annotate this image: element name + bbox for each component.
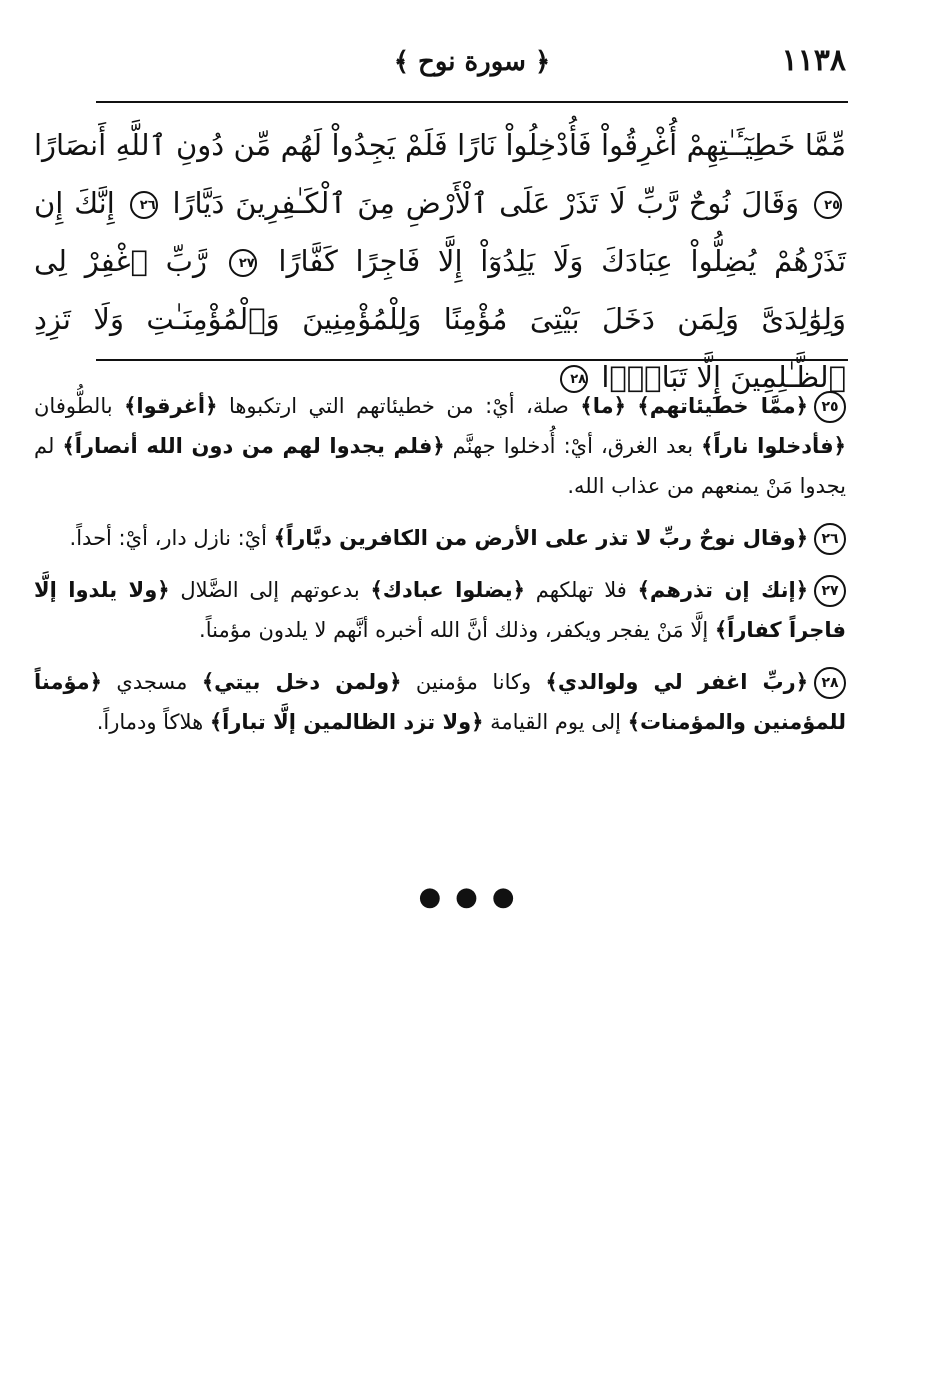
tafsir-note [34,570,846,650]
commentary-text: بالطُّوفان [34,394,125,418]
commentary-text: وكانا مؤمنين [401,670,546,694]
quoted-verse-fragment: ﴿ربِّ اغفر لي ولوالدي﴾ [545,670,808,694]
commentary-text: إلَّا مَنْ يفجر ويكفر، وذلك أنَّ الله أخبره أنَّهم لا يلدون مؤمناً. [199,618,715,642]
verse-text: رَّبِّ ٱغْفِرْ لِى وَلِوَٰلِدَىَّ وَلِمَن دَخَلَ بَيْتِىَ مُؤْمِنًا وَلِلْمُؤْمِنِينَ وَٱلْمُؤْمِنَـٰتِ وَلَا تَزِدِ ٱلظَّـٰلِمِينَ إِلَّا تَبَارًۢا [34,244,846,394]
tafsir-commentary [34,386,846,754]
commentary-text: صلة، أيْ: من خطيئاتهم التي ارتكبوها [217,394,581,418]
tafsir-note [34,386,846,506]
commentary-text [626,394,638,418]
section-divider [96,359,848,361]
page-header [96,36,848,86]
commentary-text: لم يجدوا مَنْ يمنعهم من عذاب الله. [34,434,846,498]
commentary-text: أيْ: نازل دار، أيْ: أحداً. [69,526,274,550]
verse-text: مِّمَّا خَطِيٓـَٔـٰتِهِمْ أُغْرِقُواْ فَأُدْخِلُواْ نَارًا فَلَمْ يَجِدُواْ لَهُم مِّن دُونِ ٱللَّهِ أَنصَارًا [34,128,846,162]
quoted-verse-fragment: ﴿ممَّا خطيئاتهم﴾ [637,394,808,418]
ayah-number-marker: ٢٥ [814,191,842,219]
ayah-number-marker: ٢٦ [130,191,158,219]
note-number-marker: ٢٦ [814,523,846,555]
surah-title: ﴿ سورة نوح ﴾ [393,47,551,77]
quoted-verse-fragment: ﴿ولا يلدوا إلَّا فاجراً كفاراً﴾ [34,578,846,642]
quoted-verse-fragment: ﴿فأدخلوا ناراً﴾ [701,434,846,458]
quoted-verse-fragment: ﴿يضلوا عبادك﴾ [370,578,525,602]
quoted-verse-fragment: ﴿ولمن دخل بيتي﴾ [201,670,402,694]
commentary-text: مسجدي [101,670,202,694]
quoted-verse-fragment: ﴿مؤمناً للمؤمنين والمؤمنات﴾ [34,670,846,734]
end-ornament: ●●● [418,882,529,912]
quoted-verse-fragment: ﴿فلم يجدوا لهم من دون الله أنصاراً﴾ [62,434,445,458]
note-number-marker: ٢٥ [814,391,846,423]
verse-text: إِنَّكَ إِن تَذَرْهُمْ يُضِلُّواْ عِبَادَكَ وَلَا يَلِدُوٓاْ إِلَّا فَاجِرًا كَفَّارًا [34,186,847,278]
quoted-verse-fragment: ﴿ما﴾ [580,394,626,418]
commentary-text: فلا تهلكهم [524,578,638,602]
tafsir-note [34,518,846,558]
ayah-number-marker: ٢٧ [229,249,257,277]
quran-verses [34,116,846,406]
quoted-verse-fragment: ﴿ولا تزد الظالمين إلَّا تباراً﴾ [209,710,484,734]
quoted-verse-fragment: ﴿إنك إن تذرهم﴾ [637,578,809,602]
note-number-marker: ٢٨ [814,667,846,699]
commentary-text: هلاكاً ودماراً. [96,710,210,734]
tafsir-note [34,662,846,742]
commentary-text: إلى يوم القيامة [483,710,628,734]
quoted-verse-fragment: ﴿وقال نوحٌ ربِّ لا تذر على الأرض من الكافرين ديَّاراً﴾ [273,526,808,550]
commentary-text: بعد الغرق، أيْ: أُدخلوا جهنَّم [444,434,702,458]
commentary-text: بدعوتهم إلى الضَّلال [169,578,371,602]
quoted-verse-fragment: ﴿أغرقوا﴾ [124,394,218,418]
verse-text: وَقَالَ نُوحٌ رَّبِّ لَا تَذَرْ عَلَى ٱلْأَرْضِ مِنَ ٱلْكَـٰفِرِينَ دَيَّارًا [172,186,800,220]
header-divider [96,101,848,103]
note-number-marker: ٢٧ [814,575,846,607]
page-number: ١١٣٨ [781,43,846,78]
ayah-number-marker: ٢٨ [560,365,588,393]
